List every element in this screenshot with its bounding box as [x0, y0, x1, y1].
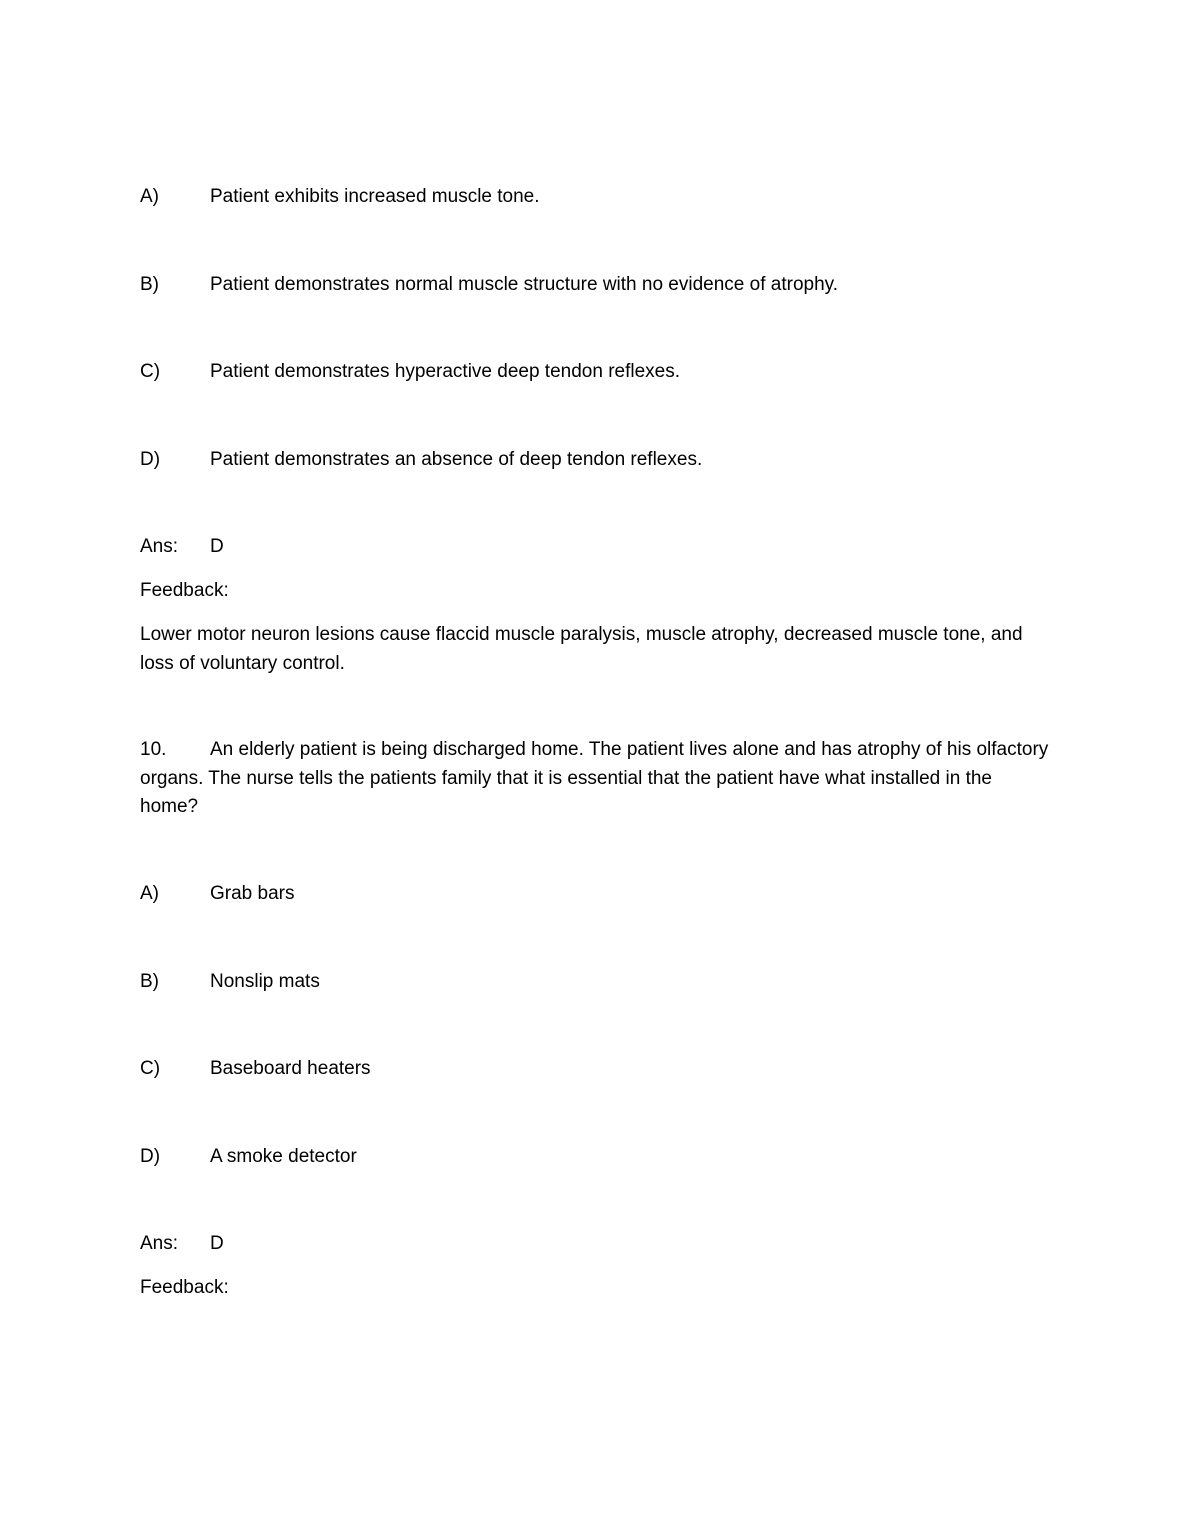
option-letter: D) [140, 449, 161, 470]
option-text: A smoke detector [210, 1146, 357, 1167]
option-text: Baseboard heaters [210, 1058, 371, 1079]
feedback-label: Feedback: [140, 1277, 229, 1298]
option-text: Nonslip mats [210, 971, 320, 992]
option-letter: A) [140, 883, 159, 904]
option-letter: C) [140, 361, 161, 382]
option-text: Patient demonstrates an absence of deep tendon reflexes. [210, 449, 703, 470]
option-letter: A) [140, 186, 159, 207]
question-number: 10. [140, 739, 167, 760]
answer-value: D [210, 1233, 224, 1254]
answer-value: D [210, 536, 224, 557]
answer-label: Ans: [140, 536, 179, 557]
option-letter: D) [140, 1146, 161, 1167]
option-text: Patient demonstrates hyperactive deep tendon reflexes. [210, 361, 681, 382]
feedback-text: Lower motor neuron lesions cause flaccid muscle paralysis, muscle atrophy, decreased muscle tone, and loss of voluntary control. [140, 624, 1023, 674]
feedback-label: Feedback: [140, 580, 229, 601]
answer-label: Ans: [140, 1233, 179, 1254]
question-10 [140, 736, 1055, 822]
option-letter: C) [140, 1058, 161, 1079]
option-text: Grab bars [210, 883, 295, 904]
option-text: Patient exhibits increased muscle tone. [210, 186, 540, 207]
option-letter: B) [140, 971, 159, 992]
option-letter: B) [140, 274, 159, 295]
option-text: Patient demonstrates normal muscle structure with no evidence of atrophy. [210, 274, 839, 295]
question-text: An elderly patient is being discharged home. The patient lives alone and has atrophy of his olfactory organs. The nurse tells the patients family that it is essential that the patient have what installed in the home? [140, 739, 1049, 817]
